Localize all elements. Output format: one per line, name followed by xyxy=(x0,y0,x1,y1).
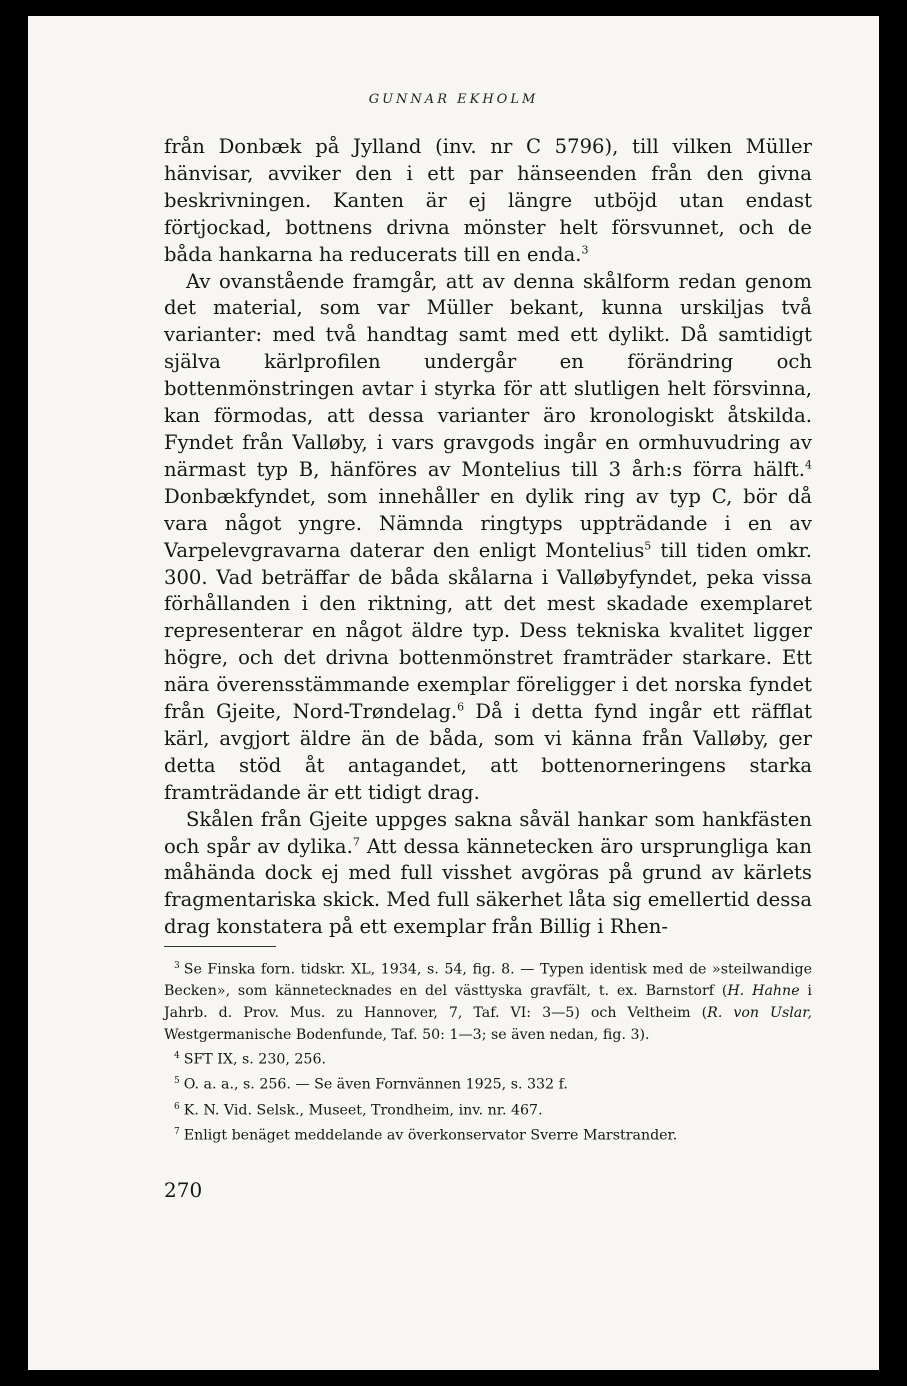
paragraph-text: Då i detta fynd ingår ett räfflat kärl, avgjort äldre än de båda, som vi känna från Valløby, ger detta stöd åt antagandet, att bottenorneringens starka framträdande är ett tidigt drag. xyxy=(164,700,812,804)
footnote-text: O. a. a., s. 256. — Se även Fornvännen 1925, s. 332 f. xyxy=(183,1077,568,1094)
footnote xyxy=(164,1046,812,1071)
footnote-ref: 6 xyxy=(457,700,465,714)
footnote-number: 7 xyxy=(174,1127,180,1138)
footnote-text: Se Finska forn. tidskr. XL, 1934, s. 54, fig. 8. — Typen identisk med de »steilwandige Becken», som kännetecknades en del västtyska gravfält, t. ex. Barnstorf ( xyxy=(164,961,812,1000)
footnote-ref: 4 xyxy=(805,458,812,472)
footnote-text: Enligt benäget meddelande av överkonservator Sverre Marstrander. xyxy=(183,1127,678,1144)
footnote-author: H. Hahne xyxy=(727,983,800,1000)
footnote-number: 3 xyxy=(174,961,180,971)
footnote-text: SFT IX, s. 230, 256. xyxy=(183,1051,326,1068)
footnotes xyxy=(164,956,812,1147)
paragraph-text: Skålen från Gjeite uppges sakna såväl hankar som hankfästen och spår av dylika. xyxy=(164,807,812,858)
paragraph xyxy=(164,807,812,942)
paragraph-text: till tiden omkr. 300. Vad beträffar de båda skålarna i Valløbyfyndet, peka vissa förhållanden i den riktning, att det mest skadade exemplaret representerar en något äldre typ. Dess tekniska kvalitet ligger högre, och det drivna bottenmönstret framträder starkare. Ett nära överensstämmande exemplar föreligger i det norska fyndet från Gjeite, Nord-Trøndelag. xyxy=(164,538,813,724)
paragraph-text: Att dessa kännetecken äro ursprungliga kan måhända dock ej med full visshet avgöras på grund av kärlets fragmentariska skick. Med full säkerhet låta sig emellertid dessa drag konstatera på ett exemplar från Billig i Rhen- xyxy=(164,834,812,939)
paragraph xyxy=(164,134,812,269)
footnote xyxy=(164,1097,812,1122)
footnote-text: Westgermanische Bodenfunde, Taf. 50: 1—3; se även nedan, fig. 3). xyxy=(164,1026,650,1043)
footnote-number: 4 xyxy=(174,1051,180,1062)
footnote-divider xyxy=(164,946,276,947)
footnote xyxy=(164,956,812,1046)
paragraph-text: Donbækfyndet, som innehåller en dylik ring av typ C, bör då vara något yngre. Nämnda ringtyps uppträdande i en av Varpelevgravarna daterar den enligt Montelius xyxy=(164,484,812,562)
footnote-number: 6 xyxy=(174,1101,180,1112)
paragraph-text: Av ovanstående framgår, att av denna skålform redan genom det material, som var Müller bekant, kunna urskiljas två varianter: med två handtag samt med ett dylikt. Då samtidigt själva kärlprofilen undergår en förändring och bottenmönstringen avtar i styrka för att slutligen helt försvinna, kan förmodas, att dessa varianter äro kronologiskt åtskilda. Fyndet från Valløby, i vars gravgods ingår en ormhuvudring av närmast typ B, hänföres av Montelius till 3 årh:s förra hälft. xyxy=(164,269,812,481)
body-text xyxy=(164,134,812,941)
paragraph xyxy=(164,269,812,807)
paragraph-text: från Donbæk på Jylland (inv. nr C 5796), till vilken Müller hänvisar, avviker den i ett par hänseenden från den givna beskrivningen. Kanten är ej längre utböjd utan endast förtjockad, bottnens drivna mönster helt försvunnet, och de båda hankarna ha reducerats till en enda. xyxy=(164,135,812,266)
footnote xyxy=(164,1122,812,1147)
footnote-ref: 3 xyxy=(581,243,589,257)
footnote-number: 5 xyxy=(174,1076,180,1087)
footnote-author: R. von Uslar, xyxy=(707,1004,812,1021)
footnote-text: K. N. Vid. Selsk., Museet, Trondheim, inv. nr. 467. xyxy=(183,1102,543,1119)
footnote-text: i Jahrb. d. Prov. Mus. zu Hannover, 7, Taf. VI: 3—5) och Veltheim ( xyxy=(164,983,812,1021)
footnote-ref: 5 xyxy=(644,539,652,553)
running-head: GUNNAR EKHOLM xyxy=(368,92,539,107)
footnote-ref: 7 xyxy=(352,835,360,849)
page-number: 270 xyxy=(164,1178,203,1202)
book-page xyxy=(28,16,879,1370)
footnote xyxy=(164,1071,812,1096)
